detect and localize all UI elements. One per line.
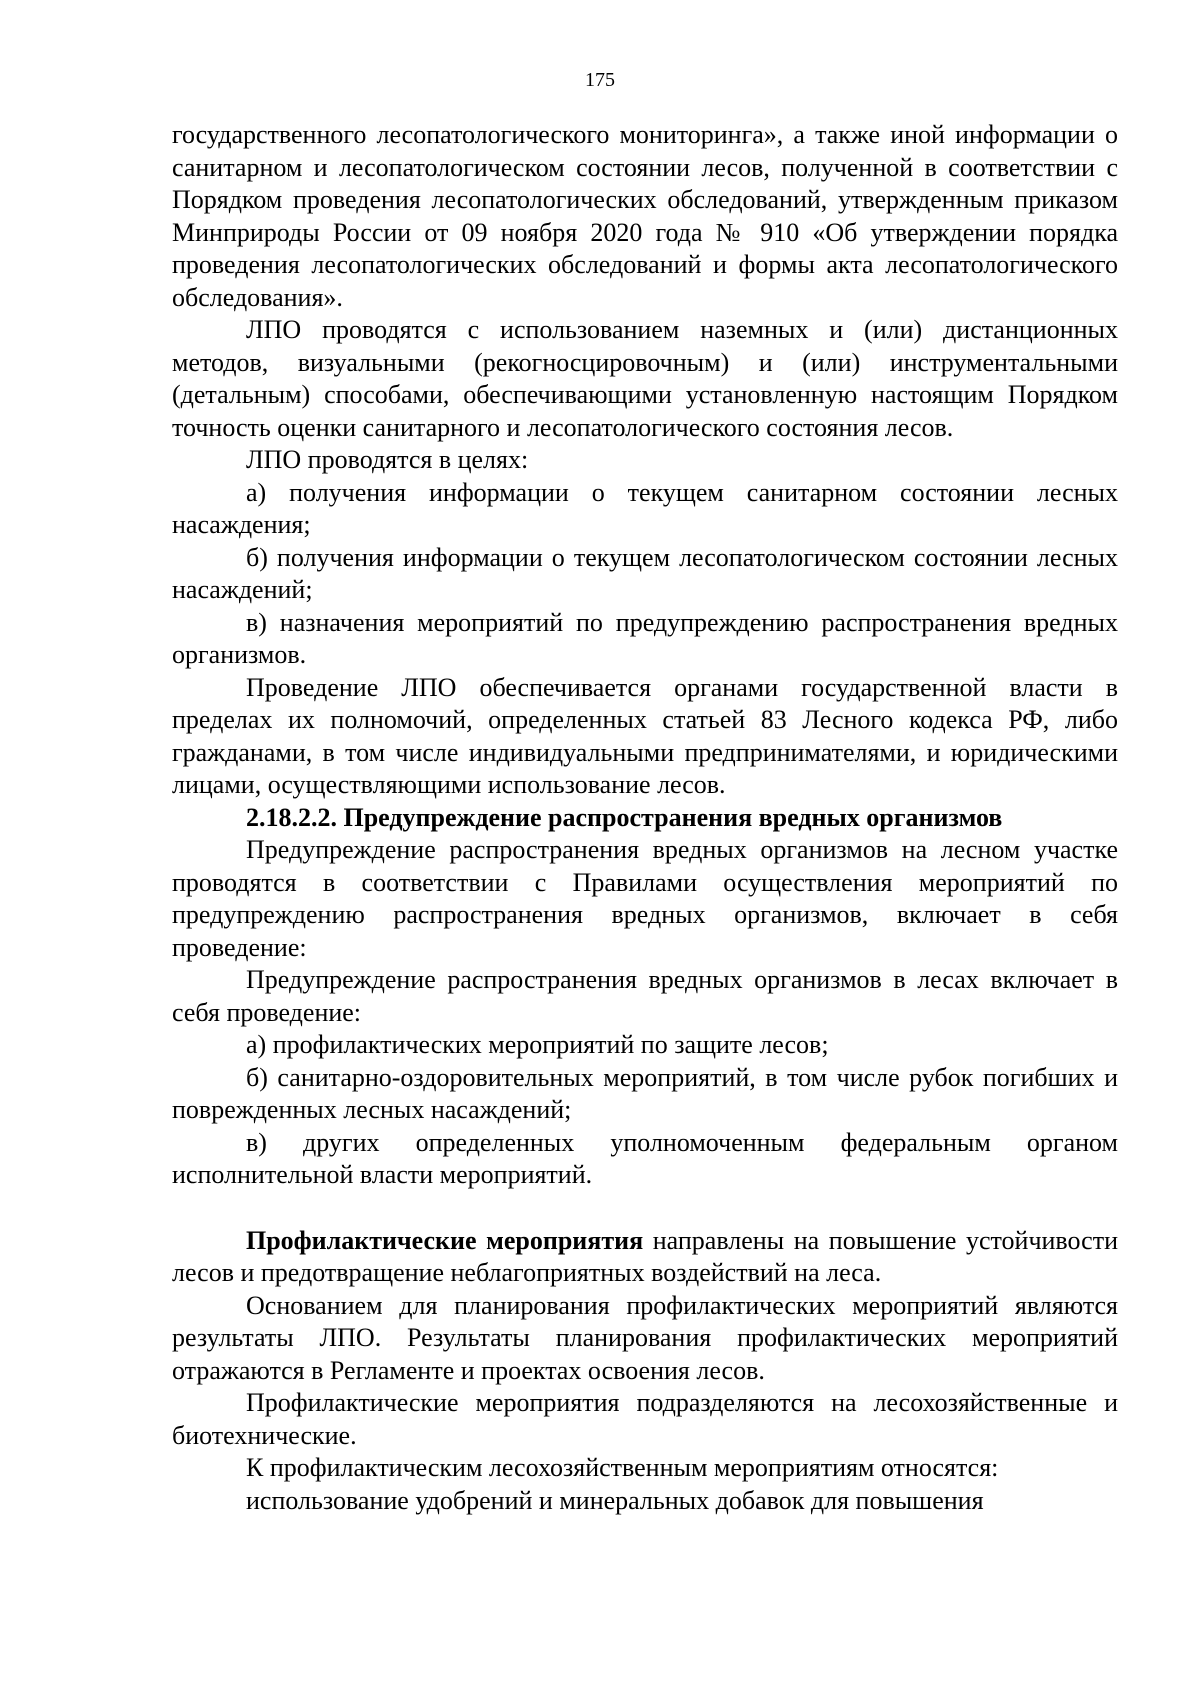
section-heading: 2.18.2.2. Предупреждение распространения вредных организмов — [246, 802, 1003, 832]
prevention-item-b: б) санитарно-оздоровительных мероприятий, в том числе рубок погибших и поврежденных лесных насаждений; — [172, 1062, 1118, 1124]
paragraph-prophylactic — [172, 1225, 1118, 1290]
page-body — [172, 119, 1118, 1517]
paragraph-fertilizers: использование удобрений и минеральных добавок для повышения — [246, 1485, 984, 1515]
paragraph-lpo-goals: ЛПО проводятся в целях: — [246, 445, 529, 474]
paragraph-prevention-forests: Предупреждение распространения вредных организмов в лесах включает в себя проведение: — [172, 965, 1118, 1027]
page-number: 175 — [585, 69, 615, 91]
prevention-item-a: а) профилактических мероприятий по защите лесов; — [246, 1030, 829, 1059]
paragraph-continuation: государственного лесопатологического мониторинга», а также иной информации о санитарном и лесопатологическом состоянии лесов, полученной в соответствии с Порядком проведения лесопатологических обследований, утвержденным приказом Минприроды России от 09 ноября 2020 года № 910 «Об утверждении порядка проведения лесопатологических обследований и формы акта лесопатологического обследования». — [172, 120, 1118, 312]
paragraph-forestry-measures: К профилактическим лесохозяйственным мероприятиям относятся: — [246, 1453, 999, 1482]
paragraph-prophylactic-types: Профилактические мероприятия подразделяются на лесохозяйственные и биотехнические. — [172, 1388, 1118, 1450]
list-item-v: в) назначения мероприятий по предупреждению распространения вредных организмов. — [172, 607, 1118, 669]
paragraph-planning-basis: Основанием для планирования профилактических мероприятий являются результаты ЛПО. Результаты планирования профилактических мероприятий отражаются в Регламенте и проектах освоения лесов. — [172, 1290, 1118, 1385]
prophylactic-text: направлены на повышение устойчивости лесов и предотвращение неблагоприятных воздействий на леса. — [172, 1225, 1118, 1287]
paragraph-prevention-intro: Предупреждение распространения вредных организмов на лесном участке проводятся в соответствии с Правилами осуществления мероприятий по предупреждению распространения вредных организмов, включает в себя проведение: — [172, 835, 1118, 962]
prophylactic-bold-lead: Профилактические мероприятия — [246, 1225, 644, 1255]
list-item-b: б) получения информации о текущем лесопатологическом состоянии лесных насаждений; — [172, 542, 1118, 604]
paragraph-lpo-provision: Проведение ЛПО обеспечивается органами государственной власти в пределах их полномочий, определенных статьей 83 Лесного кодекса РФ, либо гражданами, в том числе индивидуальными предпринимателями, и юридическими лицами, осуществляющими использование лесов. — [172, 672, 1118, 799]
prevention-item-v: в) других определенных уполномоченным федеральным органом исполнительной власти мероприятий. — [172, 1127, 1118, 1189]
paragraph-lpo-methods: ЛПО проводятся с использованием наземных и (или) дистанционных методов, визуальными (рекогносцировочным) и (или) инструментальными (детальным) способами, обеспечивающими установленную настоящим Порядком точность оценки санитарного и лесопатологического состояния лесов. — [172, 315, 1118, 442]
list-item-a: а) получения информации о текущем санитарном состоянии лесных насаждения; — [172, 477, 1118, 539]
